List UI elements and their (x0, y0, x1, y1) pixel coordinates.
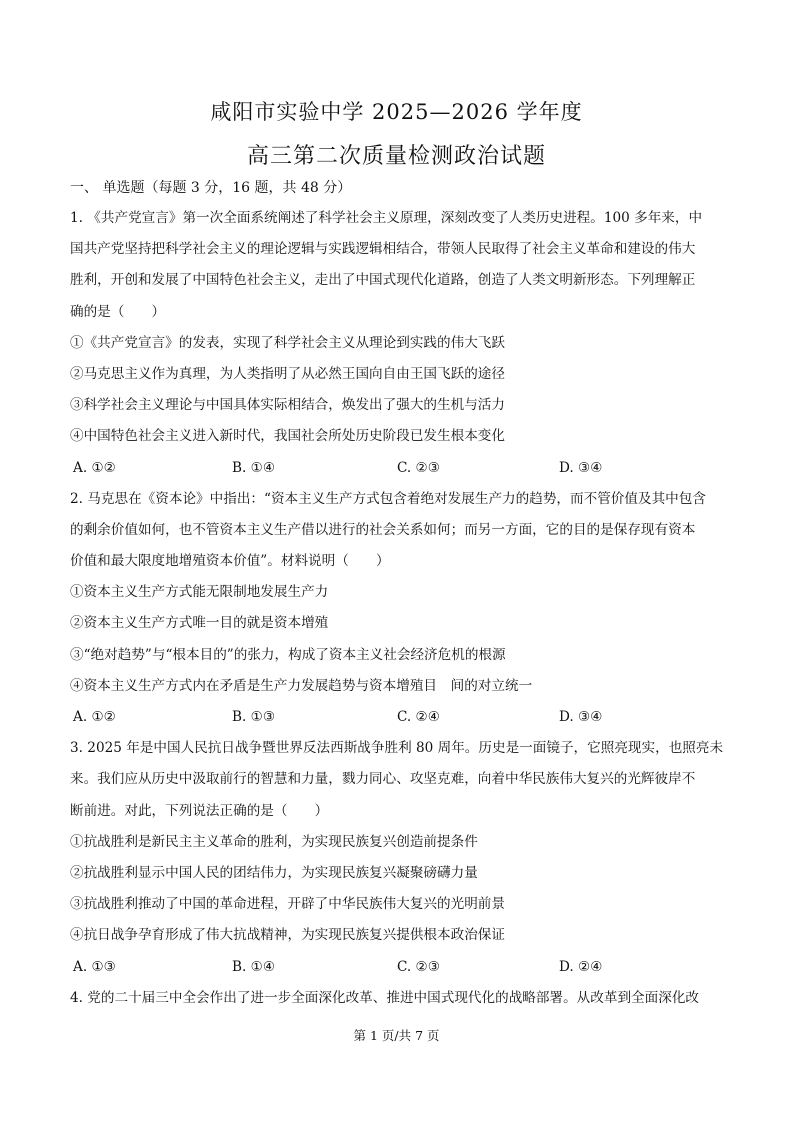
questions-area (70, 203, 725, 1014)
question-stem-line: 断前进。对此，下列说法正确的是（ ） (70, 802, 329, 819)
answer-choice-a[interactable]: A. ①② (73, 709, 116, 725)
page-number: 第 1 页/共 7 页 (353, 1028, 440, 1043)
answer-choice-c[interactable]: C. ②③ (397, 958, 440, 975)
question-stem-line: 2. 马克思在《资本论》中指出：“资本主义生产方式包含着绝对发展生产力的趋势，而不管价值及其中包含 (70, 490, 706, 507)
statement-item: ②马克思主义作为真理，为人类指明了从必然王国向自由王国飞跃的途径 (70, 365, 505, 382)
question-1 (70, 203, 725, 484)
section-heading: 一、 单选题（每题 3 分，16 题，共 48 分） (70, 180, 352, 196)
statement-item: ①资本主义生产方式能无限制地发展生产力 (70, 584, 329, 601)
statement-item: ④抗日战争孕育形成了伟大抗战精神，为实现民族复兴提供根本政治保证 (70, 927, 505, 944)
statement-item: ④中国特色社会主义进入新时代，我国社会所处历史阶段已发生根本变化 (70, 428, 505, 445)
statement-item: ②抗战胜利显示中国人民的团结伟力，为实现民族复兴凝聚磅礴力量 (70, 864, 478, 881)
answer-choices (70, 453, 725, 484)
statement-item: ③科学社会主义理论与中国具体实际相结合，焕发出了强大的生机与活力 (70, 397, 505, 414)
statement-item: ④资本主义生产方式内在矛盾是生产力发展趋势与资本增殖目 间的对立统一 (70, 677, 533, 694)
statement-item: ③抗战胜利推动了中国的革命进程，开辟了中华民族伟大复兴的光明前景 (70, 896, 505, 913)
answer-choice-c[interactable]: C. ②④ (397, 709, 440, 725)
question-stem-line: 国共产党坚持把科学社会主义的理论逻辑与实践逻辑相结合，带领人民取得了社会主义革命和建设的伟大 (70, 241, 696, 258)
answer-choice-c[interactable]: C. ②③ (397, 459, 440, 476)
question-stem-line: 1. 《共产党宣言》第一次全面系统阐述了科学社会主义原理，深刻改变了人类历史进程。100 多年来，中 (70, 210, 703, 226)
answer-choice-d[interactable]: D. ③④ (559, 459, 603, 476)
answer-choices (70, 952, 725, 983)
statement-item: ①抗战胜利是新民主主义革命的胜利，为实现民族复兴创造前提条件 (70, 833, 478, 850)
question-3 (70, 733, 725, 983)
question-2 (70, 484, 725, 734)
exam-title: 咸阳市实验中学 2025—2026 学年度 (210, 100, 583, 124)
statement-item: ②资本主义生产方式唯一目的就是资本增殖 (70, 615, 329, 632)
answer-choice-a[interactable]: A. ①② (73, 459, 116, 476)
statement-item: ①《共产党宣言》的发表，实现了科学社会主义从理论到实践的伟大飞跃 (70, 334, 505, 351)
question-4 (70, 983, 725, 1014)
answer-choice-b[interactable]: B. ①④ (232, 459, 276, 476)
question-stem-line: 3. 2025 年是中国人民抗日战争暨世界反法西斯战争胜利 80 周年。历史是一面镜子，它照亮现实，也照亮未 (70, 740, 724, 757)
question-stem-line: 的剩余价值如何，也不管资本主义生产借以进行的社会关系如何；而另一方面，它的目的是保存现有资本 (70, 521, 696, 538)
question-stem-line: 来。我们应从历史中汲取前行的智慧和力量，戮力同心、攻坚克难，向着中华民族伟大复兴的光辉彼岸不 (70, 771, 696, 788)
answer-choice-b[interactable]: B. ①③ (232, 709, 276, 725)
answer-choices (70, 702, 725, 733)
answer-choice-d[interactable]: D. ③④ (559, 709, 603, 725)
exam-subtitle: 高三第二次质量检测政治试题 (246, 144, 546, 169)
answer-choice-a[interactable]: A. ①③ (73, 958, 116, 975)
question-stem-line: 胜利，开创和发展了中国特色社会主义，走出了中国式现代化道路，创造了人类文明新形态。下列理解正 (70, 272, 696, 289)
answer-choice-d[interactable]: D. ②④ (559, 958, 603, 975)
question-stem-line: 价值和最大限度地增殖资本价值”。材料说明（ ） (70, 553, 390, 570)
question-stem-line: 4. 党的二十届三中全会作出了进一步全面深化改革、推进中国式现代化的战略部署。从改革到全面深化改 (70, 989, 700, 1006)
statement-item: ③“绝对趋势”与“根本目的”的张力，构成了资本主义社会经济危机的根源 (70, 646, 506, 663)
answer-choice-b[interactable]: B. ①④ (232, 958, 276, 975)
question-stem-line: 确的是（ ） (70, 303, 166, 320)
